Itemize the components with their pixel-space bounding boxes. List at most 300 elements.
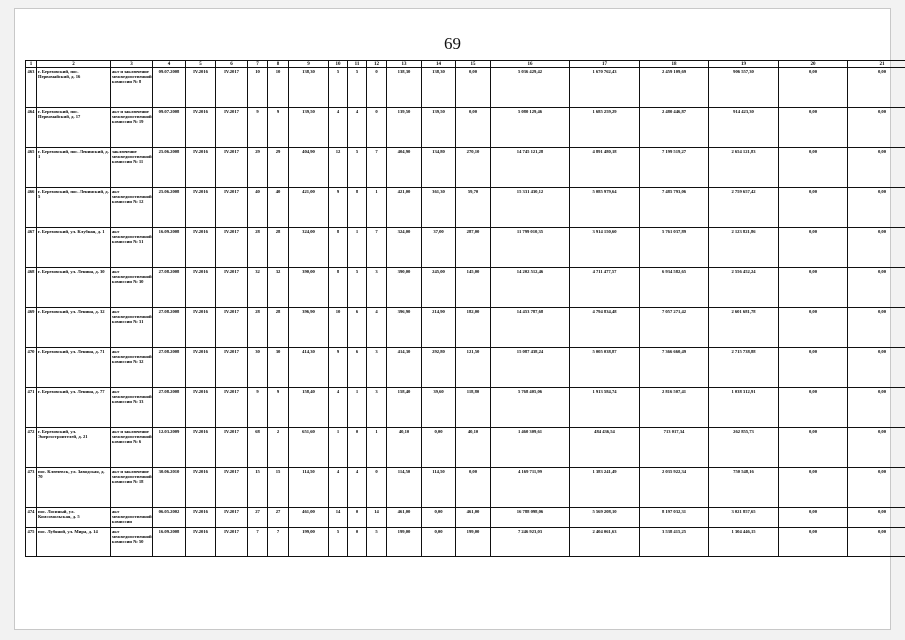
- table-cell: 390,00: [387, 268, 422, 308]
- table-cell: IV.2017: [216, 188, 248, 228]
- table-cell: IV.2017: [216, 268, 248, 308]
- table-cell: 118,80: [456, 388, 491, 428]
- table-cell: 145,00: [456, 268, 491, 308]
- table-cell: 470: [26, 348, 37, 388]
- table-cell: 15 331 430,12: [491, 188, 570, 228]
- table-cell: 3: [367, 388, 387, 428]
- table-cell: г. Березовский, ул. Клубная, д. 1: [37, 228, 111, 268]
- table-cell: акт межведомственной комиссии № 33: [111, 388, 153, 428]
- table-row: [26, 188, 905, 228]
- table-cell: 262 855,73: [709, 428, 779, 468]
- table-cell: 414,30: [289, 348, 329, 388]
- table-cell: IV.2017: [216, 108, 248, 148]
- table-cell: акт и заключение межведомственной комиссии № 18: [111, 468, 153, 508]
- page-number: 69: [444, 34, 461, 53]
- table-cell: 0,00: [779, 428, 848, 468]
- table-cell: 114,50: [387, 468, 422, 508]
- table-cell: 138,30: [289, 68, 329, 108]
- table-cell: 1 383 241,49: [570, 468, 640, 508]
- table-cell: 199,00: [387, 528, 422, 557]
- table-cell: 5: [367, 528, 387, 557]
- column-header: 21: [848, 61, 905, 68]
- table-cell: 09.07.2008: [153, 68, 186, 108]
- table-cell: 0,00: [779, 188, 848, 228]
- table-cell: акт и заключение межведомственной комиссии № 19: [111, 108, 153, 148]
- table-cell: 29: [268, 148, 289, 188]
- table-cell: 0,00: [779, 508, 848, 528]
- table-cell: 15: [268, 468, 289, 508]
- table-cell: 7 057 271,42: [640, 308, 709, 348]
- register-table: [25, 60, 905, 557]
- table-cell: 6 934 582,65: [640, 268, 709, 308]
- table-cell: 29: [248, 148, 268, 188]
- table-cell: 114,50: [289, 468, 329, 508]
- table-cell: IV.2017: [216, 348, 248, 388]
- table-cell: 292,80: [422, 348, 456, 388]
- table-cell: 32: [248, 268, 268, 308]
- table-cell: 9: [248, 108, 268, 148]
- table-cell: 2 556 452,24: [709, 268, 779, 308]
- table-cell: 0,00: [779, 268, 848, 308]
- table-cell: заключение межведомственной комиссии № 11: [111, 148, 153, 188]
- table-cell: IV.2017: [216, 68, 248, 108]
- table-cell: 461,00: [456, 508, 491, 528]
- table-cell: г. Березовский, пос. Первомайский, д. 16: [37, 68, 111, 108]
- table-cell: акт межведомственной комиссии № 32: [111, 348, 153, 388]
- table-cell: IV.2017: [216, 508, 248, 528]
- table-cell: 5: [348, 268, 367, 308]
- column-header: 9: [289, 61, 329, 68]
- table-cell: IV.2017: [216, 528, 248, 557]
- column-header: 10: [329, 61, 348, 68]
- column-header: 6: [216, 61, 248, 68]
- table-cell: 37,00: [422, 228, 456, 268]
- table-cell: 1 038 312,91: [709, 388, 779, 428]
- table-cell: 0,00: [848, 348, 905, 388]
- table-cell: IV.2017: [216, 388, 248, 428]
- table-cell: 461,00: [387, 508, 422, 528]
- table-cell: 16 788 098,06: [491, 508, 570, 528]
- table-cell: 5: [329, 68, 348, 108]
- table-cell: акт межведомственной комиссии № 31: [111, 308, 153, 348]
- table-cell: 7 199 519,27: [640, 148, 709, 188]
- table-cell: 468: [26, 268, 37, 308]
- table-cell: 0,00: [848, 508, 905, 528]
- table-cell: IV.2016: [186, 108, 216, 148]
- table-cell: 4: [348, 468, 367, 508]
- table-cell: 5 569 208,10: [570, 508, 640, 528]
- table-cell: 7: [248, 528, 268, 557]
- table-cell: 461,00: [289, 508, 329, 528]
- table-cell: 16.09.2008: [153, 228, 186, 268]
- table-cell: 472: [26, 428, 37, 468]
- table-cell: 28: [248, 228, 268, 268]
- table-cell: 7: [367, 228, 387, 268]
- table-cell: 4: [329, 108, 348, 148]
- table-cell: 27: [248, 508, 268, 528]
- table-cell: 0,00: [848, 468, 905, 508]
- table-cell: 9: [268, 388, 289, 428]
- table-cell: г. Березовский, пос. Первомайский, д. 17: [37, 108, 111, 148]
- table-cell: 0,00: [456, 108, 491, 148]
- table-cell: 2 601 681,78: [709, 308, 779, 348]
- table-cell: 4: [348, 108, 367, 148]
- table-cell: 0,00: [848, 68, 905, 108]
- table-cell: акт межведомственной комиссии № 12: [111, 188, 153, 228]
- table-cell: акт и заключение межведомственной комиссии № 8: [111, 68, 153, 108]
- table-cell: 30.06.2010: [153, 468, 186, 508]
- table-cell: 30: [248, 348, 268, 388]
- table-cell: IV.2016: [186, 228, 216, 268]
- table-cell: 2 759 657,42: [709, 188, 779, 228]
- table-cell: 40: [248, 188, 268, 228]
- table-cell: г. Березовский, ул. Ленина, д. 30: [37, 268, 111, 308]
- table-cell: 0,00: [779, 308, 848, 348]
- table-cell: 4 169 711,99: [491, 468, 570, 508]
- table-cell: 0,00: [456, 68, 491, 108]
- table-cell: 396,90: [289, 308, 329, 348]
- table-cell: 25.06.2008: [153, 188, 186, 228]
- table-cell: 0,00: [779, 388, 848, 428]
- table-cell: 396,90: [387, 308, 422, 348]
- table-cell: 7 366 660,49: [640, 348, 709, 388]
- table-cell: 0: [367, 468, 387, 508]
- table-cell: 16.09.2008: [153, 528, 186, 557]
- table-cell: 27.08.2008: [153, 388, 186, 428]
- column-header: 16: [491, 61, 570, 68]
- table-cell: 0,00: [848, 528, 905, 557]
- table-cell: 14 453 787,68: [491, 308, 570, 348]
- column-header: 11: [348, 61, 367, 68]
- table-row: [26, 388, 905, 428]
- table-cell: IV.2016: [186, 268, 216, 308]
- table-cell: 0,00: [848, 108, 905, 148]
- table-cell: 7 485 793,06: [640, 188, 709, 228]
- column-header: 13: [387, 61, 422, 68]
- column-header: 15: [456, 61, 491, 68]
- table-cell: пос. Лубяной, ул. Мира, д. 14: [37, 528, 111, 557]
- table-cell: 466: [26, 188, 37, 228]
- table-cell: 0,00: [848, 228, 905, 268]
- table-cell: 28: [268, 308, 289, 348]
- column-header: 3: [111, 61, 153, 68]
- column-header: 18: [640, 61, 709, 68]
- table-cell: IV.2016: [186, 188, 216, 228]
- table-cell: г. Березовский, ул. Ленина, д. 32: [37, 308, 111, 348]
- table-cell: г. Березовский, ул. Ленина, д. 77: [37, 388, 111, 428]
- table-cell: 0,00: [779, 68, 848, 108]
- table-cell: 11 799 010,35: [491, 228, 570, 268]
- table-cell: 465: [26, 148, 37, 188]
- table-cell: 9: [268, 108, 289, 148]
- table-cell: акт межведомственной комиссии № 51: [111, 228, 153, 268]
- table-cell: 0: [348, 528, 367, 557]
- table-cell: 2 654 121,83: [709, 148, 779, 188]
- table-cell: IV.2016: [186, 148, 216, 188]
- table-cell: 2 404 061,63: [570, 528, 640, 557]
- table-cell: 1: [329, 428, 348, 468]
- table-cell: 5 085 979,64: [570, 188, 640, 228]
- table-cell: 3: [367, 268, 387, 308]
- table-cell: 245,00: [422, 268, 456, 308]
- column-header: 4: [153, 61, 186, 68]
- table-cell: 0,00: [779, 348, 848, 388]
- table-row: [26, 68, 905, 108]
- table-cell: 0,00: [779, 528, 848, 557]
- table-cell: пос. Лосиный, ул. Комсомольская, д. 5: [37, 508, 111, 528]
- table-cell: 8: [348, 188, 367, 228]
- table-cell: 0: [348, 508, 367, 528]
- table-cell: 134,80: [422, 148, 456, 188]
- table-cell: 1 460 309,61: [491, 428, 570, 468]
- table-cell: 9: [329, 348, 348, 388]
- table-cell: 0: [367, 108, 387, 148]
- table-row: [26, 348, 905, 388]
- table-cell: 14 202 512,46: [491, 268, 570, 308]
- table-cell: 7: [268, 528, 289, 557]
- header-row: [26, 61, 905, 68]
- table-cell: акт межведомственной комиссии: [111, 508, 153, 528]
- table-cell: 0,00: [848, 428, 905, 468]
- table-cell: 3 914 150,60: [570, 228, 640, 268]
- table-cell: 0,00: [456, 468, 491, 508]
- table-cell: 14: [367, 508, 387, 528]
- table-cell: 39,60: [422, 388, 456, 428]
- table-cell: 28: [248, 308, 268, 348]
- table-cell: 12: [329, 148, 348, 188]
- table-cell: 906 557,30: [709, 68, 779, 108]
- table-cell: 199,00: [456, 528, 491, 557]
- table-cell: 32: [268, 268, 289, 308]
- table-cell: IV.2016: [186, 468, 216, 508]
- table-cell: 1 670 762,43: [570, 68, 640, 108]
- table-cell: 114,50: [422, 468, 456, 508]
- table-cell: 2 459 109,69: [640, 68, 709, 108]
- table-cell: 5 036 429,42: [491, 68, 570, 108]
- table-cell: 40: [268, 188, 289, 228]
- column-header: 20: [779, 61, 848, 68]
- table-cell: 5 768 405,06: [491, 388, 570, 428]
- table-row: [26, 428, 905, 468]
- table-cell: 404,90: [387, 148, 422, 188]
- table-cell: г. Березовский, пос. Ленинский, д. 1: [37, 148, 111, 188]
- table-cell: 473: [26, 468, 37, 508]
- table-cell: IV.2017: [216, 468, 248, 508]
- table-cell: 6: [348, 348, 367, 388]
- table-cell: 5 005 038,87: [570, 348, 640, 388]
- table-cell: 27.08.2008: [153, 308, 186, 348]
- table-cell: 158,40: [387, 388, 422, 428]
- table-cell: 469: [26, 308, 37, 348]
- table-cell: 138,30: [387, 68, 422, 108]
- table-cell: IV.2016: [186, 308, 216, 348]
- table-cell: 475: [26, 528, 37, 557]
- table-cell: 7 246 923,03: [491, 528, 570, 557]
- table-cell: 471: [26, 388, 37, 428]
- table-cell: 390,00: [289, 268, 329, 308]
- table-cell: IV.2017: [216, 228, 248, 268]
- table-cell: 0,00: [848, 308, 905, 348]
- table-cell: 9: [329, 188, 348, 228]
- table-cell: 464: [26, 108, 37, 148]
- table-cell: 484 436,54: [570, 428, 640, 468]
- table-cell: 8 197 032,31: [640, 508, 709, 528]
- table-cell: 1: [367, 188, 387, 228]
- table-cell: 4 794 834,48: [570, 308, 640, 348]
- table-cell: 138,30: [422, 68, 456, 108]
- table-cell: 463: [26, 68, 37, 108]
- table-cell: 0,00: [779, 108, 848, 148]
- table-cell: 0,00: [779, 468, 848, 508]
- table-cell: 2 035 922,34: [640, 468, 709, 508]
- table-cell: 2: [268, 428, 289, 468]
- table-cell: 287,00: [456, 228, 491, 268]
- table-cell: 28: [268, 228, 289, 268]
- table-cell: 59,70: [456, 188, 491, 228]
- table-cell: 414,30: [387, 348, 422, 388]
- table-cell: 5 761 037,89: [640, 228, 709, 268]
- table-cell: IV.2016: [186, 348, 216, 388]
- table-cell: 10: [268, 68, 289, 108]
- table-cell: г. Березовский, пос. Ленинский, д. 5: [37, 188, 111, 228]
- column-header: 17: [570, 61, 640, 68]
- table-cell: 30: [268, 348, 289, 388]
- table-cell: 3 538 415,25: [640, 528, 709, 557]
- table-cell: 2 816 507,41: [640, 388, 709, 428]
- table-cell: 25.06.2008: [153, 148, 186, 188]
- table-cell: 27: [268, 508, 289, 528]
- table-cell: 139,50: [422, 108, 456, 148]
- table-cell: 0,00: [422, 528, 456, 557]
- table-cell: 324,00: [387, 228, 422, 268]
- table-cell: 0: [348, 428, 367, 468]
- table-cell: 2 480 446,87: [640, 108, 709, 148]
- table-cell: 68: [248, 428, 268, 468]
- table-row: [26, 308, 905, 348]
- table-cell: 10: [248, 68, 268, 108]
- table-cell: 0,00: [779, 228, 848, 268]
- table-cell: 27.08.2008: [153, 268, 186, 308]
- table-cell: IV.2017: [216, 428, 248, 468]
- table-cell: 4 891 480,18: [570, 148, 640, 188]
- table-cell: 139,50: [387, 108, 422, 148]
- table-cell: 40,10: [456, 428, 491, 468]
- table-cell: 27.08.2008: [153, 348, 186, 388]
- table-cell: акт и заключение межведомственной комиссии № 6: [111, 428, 153, 468]
- table-cell: акт межведомственной комиссии № 50: [111, 528, 153, 557]
- table-cell: 4 711 477,57: [570, 268, 640, 308]
- table-cell: 9: [248, 388, 268, 428]
- column-header: 8: [268, 61, 289, 68]
- table-cell: IV.2016: [186, 508, 216, 528]
- table-cell: 06.05.2002: [153, 508, 186, 528]
- table-row: [26, 108, 905, 148]
- table-cell: 1 304 446,15: [709, 528, 779, 557]
- table-cell: 10: [329, 308, 348, 348]
- table-cell: 750 548,16: [709, 468, 779, 508]
- table-cell: 467: [26, 228, 37, 268]
- table-cell: 8: [329, 268, 348, 308]
- column-header: 1: [26, 61, 37, 68]
- table-cell: 14 745 121,28: [491, 148, 570, 188]
- column-header: 14: [422, 61, 456, 68]
- column-header: 12: [367, 61, 387, 68]
- table-cell: 2 123 821,86: [709, 228, 779, 268]
- table-cell: г. Березовский, ул. Энергостроителей, д. 21: [37, 428, 111, 468]
- table-cell: 15 087 438,24: [491, 348, 570, 388]
- table-cell: 474: [26, 508, 37, 528]
- table-cell: IV.2017: [216, 148, 248, 188]
- table-cell: 12.03.2009: [153, 428, 186, 468]
- table-cell: 0,00: [848, 148, 905, 188]
- table-cell: 40,10: [387, 428, 422, 468]
- table-cell: 0,00: [422, 428, 456, 468]
- table-cell: 0,00: [848, 188, 905, 228]
- column-header: 7: [248, 61, 268, 68]
- table-cell: 270,10: [456, 148, 491, 188]
- table-cell: IV.2016: [186, 428, 216, 468]
- table-cell: 121,50: [456, 348, 491, 388]
- table-cell: 3: [367, 348, 387, 388]
- table-cell: 1: [348, 228, 367, 268]
- table-cell: 0,00: [779, 148, 848, 188]
- table-cell: 0,00: [848, 388, 905, 428]
- table-cell: 404,90: [289, 148, 329, 188]
- table-row: [26, 508, 905, 528]
- table-cell: 914 423,30: [709, 108, 779, 148]
- table-cell: 5: [329, 528, 348, 557]
- table-cell: 5: [348, 148, 367, 188]
- table-cell: г. Березовский, ул. Ленина, д. 71: [37, 348, 111, 388]
- table-cell: 139,50: [289, 108, 329, 148]
- table-cell: 4: [329, 468, 348, 508]
- table-cell: IV.2016: [186, 528, 216, 557]
- table-cell: 158,40: [289, 388, 329, 428]
- table-cell: 0,00: [422, 508, 456, 528]
- table-cell: 09.07.2008: [153, 108, 186, 148]
- table-cell: 199,00: [289, 528, 329, 557]
- table-row: [26, 268, 905, 308]
- table-cell: 214,90: [422, 308, 456, 348]
- column-header: 2: [37, 61, 111, 68]
- table-cell: 8: [329, 228, 348, 268]
- table-cell: 4: [329, 388, 348, 428]
- table-cell: IV.2016: [186, 68, 216, 108]
- table-cell: 182,00: [456, 308, 491, 348]
- table-cell: 1: [367, 428, 387, 468]
- table-cell: 421,00: [387, 188, 422, 228]
- table-cell: пос. Ключевск, ул. Заводская, д. 70: [37, 468, 111, 508]
- table-cell: 1: [348, 388, 367, 428]
- table-cell: IV.2017: [216, 308, 248, 348]
- table-cell: 1 913 584,74: [570, 388, 640, 428]
- table-cell: 6: [348, 308, 367, 348]
- table-cell: 7: [367, 148, 387, 188]
- table-cell: IV.2016: [186, 388, 216, 428]
- table-cell: 713 017,34: [640, 428, 709, 468]
- table-cell: 421,00: [289, 188, 329, 228]
- table-row: [26, 468, 905, 508]
- table-cell: 5: [348, 68, 367, 108]
- table-cell: 14: [329, 508, 348, 528]
- table-row: [26, 228, 905, 268]
- column-header: 5: [186, 61, 216, 68]
- column-header: 19: [709, 61, 779, 68]
- table-cell: 4: [367, 308, 387, 348]
- table-cell: 1 685 259,29: [570, 108, 640, 148]
- table-cell: 3 021 857,65: [709, 508, 779, 528]
- table-cell: 324,00: [289, 228, 329, 268]
